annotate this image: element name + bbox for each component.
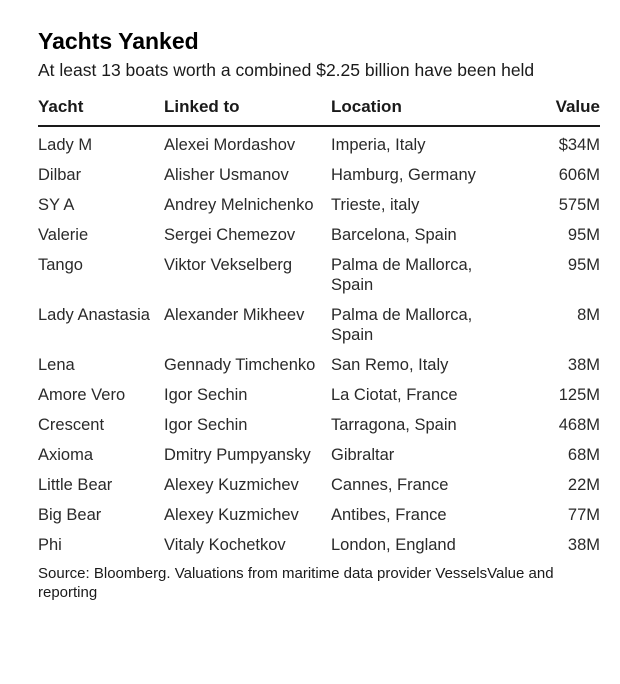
cell-value: 77M <box>567 506 600 524</box>
cell-location: La Ciotat, France <box>331 386 458 404</box>
cell-linked-to: Gennady Timchenko <box>164 356 316 374</box>
cell-value: 95M <box>567 226 600 244</box>
cell-linked-to: Alexey Kuzmichev <box>164 506 299 524</box>
table-row <box>38 190 600 220</box>
cell-yacht: Phi <box>38 536 62 554</box>
column-header-value: Value <box>516 95 600 126</box>
table-row <box>38 470 600 500</box>
cell-value: 575M <box>558 196 600 214</box>
table-row <box>38 440 600 470</box>
cell-linked-to: Igor Sechin <box>164 416 248 434</box>
cell-linked-to: Alexey Kuzmichev <box>164 476 299 494</box>
cell-yacht: SY A <box>38 196 75 214</box>
column-header-yacht: Yacht <box>38 95 164 126</box>
cell-yacht: Tango <box>38 256 83 274</box>
table-row <box>38 160 600 190</box>
cell-value: 38M <box>567 536 600 554</box>
cell-value: 68M <box>567 446 600 464</box>
chart-title: Yachts Yanked <box>38 28 199 54</box>
cell-value: 606M <box>558 166 600 184</box>
source-note: Source: Bloomberg. Valuations from maritime data provider VesselsValue and reporting <box>38 565 554 601</box>
cell-location: Tarragona, Spain <box>331 416 457 434</box>
table-row <box>38 410 600 440</box>
cell-location: Palma de Mallorca, Spain <box>331 306 473 344</box>
cell-linked-to: Dmitry Pumpyansky <box>164 446 311 464</box>
cell-yacht: Amore Vero <box>38 386 126 404</box>
cell-linked-to: Igor Sechin <box>164 386 248 404</box>
cell-location: Imperia, Italy <box>331 136 426 154</box>
cell-linked-to: Vitaly Kochetkov <box>164 536 286 554</box>
cell-location: Trieste, italy <box>331 196 420 214</box>
cell-yacht: Dilbar <box>38 166 82 184</box>
cell-linked-to: Viktor Vekselberg <box>164 256 293 274</box>
table-header-row <box>38 95 600 126</box>
cell-location: Cannes, France <box>331 476 449 494</box>
cell-yacht: Axioma <box>38 446 94 464</box>
table-row <box>38 220 600 250</box>
cell-yacht: Little Bear <box>38 476 113 494</box>
cell-location: San Remo, Italy <box>331 356 449 374</box>
column-header-location: Location <box>331 95 516 126</box>
cell-value: $34M <box>558 136 600 154</box>
table-row <box>38 126 600 160</box>
column-header-linked-to: Linked to <box>164 95 331 126</box>
cell-location: Palma de Mallorca, Spain <box>331 256 473 294</box>
chart-subtitle: At least 13 boats worth a combined $2.25 billion have been held <box>38 60 535 80</box>
cell-value: 95M <box>567 256 600 274</box>
cell-location: Barcelona, Spain <box>331 226 457 244</box>
cell-location: Antibes, France <box>331 506 447 524</box>
cell-yacht: Lady M <box>38 136 93 154</box>
cell-location: Gibraltar <box>331 446 395 464</box>
table-row <box>38 500 600 530</box>
cell-yacht: Lady Anastasia <box>38 306 150 324</box>
cell-yacht: Valerie <box>38 226 89 244</box>
cell-value: 468M <box>558 416 600 434</box>
table-row <box>38 350 600 380</box>
table-row <box>38 300 600 350</box>
cell-linked-to: Sergei Chemezov <box>164 226 296 244</box>
table-row <box>38 530 600 560</box>
cell-linked-to: Alexei Mordashov <box>164 136 296 154</box>
cell-location: London, England <box>331 536 456 554</box>
cell-linked-to: Alexander Mikheev <box>164 306 305 324</box>
table-body <box>38 126 600 560</box>
table-row <box>38 250 600 300</box>
cell-location: Hamburg, Germany <box>331 166 476 184</box>
cell-yacht: Big Bear <box>38 506 102 524</box>
cell-yacht: Crescent <box>38 416 105 434</box>
cell-value: 22M <box>567 476 600 494</box>
cell-linked-to: Alisher Usmanov <box>164 166 289 184</box>
yachts-table <box>38 95 600 560</box>
cell-linked-to: Andrey Melnichenko <box>164 196 314 214</box>
cell-value: 125M <box>558 386 600 404</box>
cell-yacht: Lena <box>38 356 75 374</box>
cell-value: 8M <box>577 306 600 324</box>
table-row <box>38 380 600 410</box>
chart-container <box>38 26 598 602</box>
cell-value: 38M <box>567 356 600 374</box>
